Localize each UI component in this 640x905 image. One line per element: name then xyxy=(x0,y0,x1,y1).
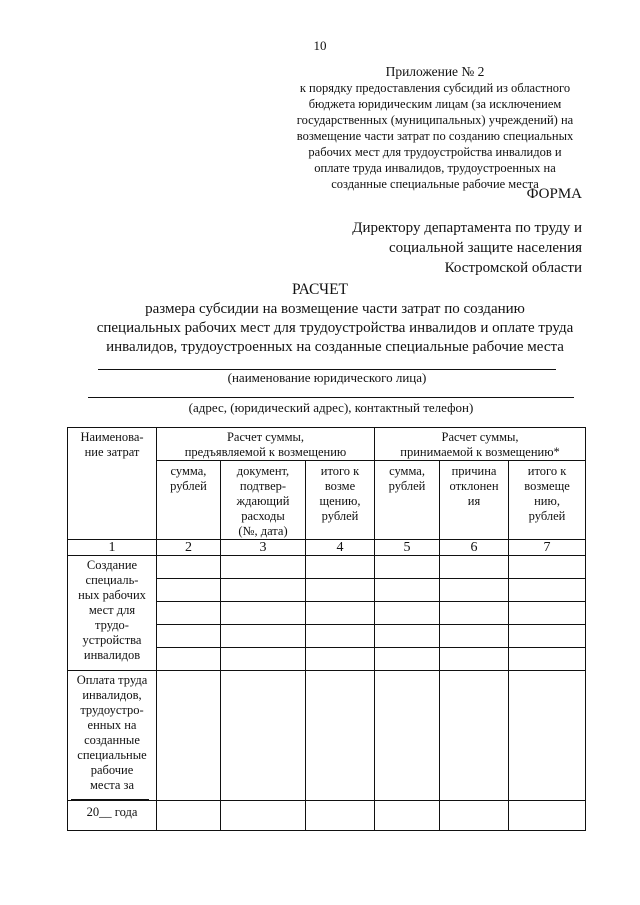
header-claimed-document: документ, подтвер- ждающий расходы (№, дата) xyxy=(221,461,306,540)
column-number: 6 xyxy=(440,540,509,556)
address-fill-line[interactable] xyxy=(88,397,574,398)
table-cell[interactable] xyxy=(221,648,306,671)
table-cell[interactable] xyxy=(509,602,586,625)
header-claimed-group: Расчет суммы, предъявляемой к возмещению xyxy=(157,428,375,461)
column-number: 3 xyxy=(221,540,306,556)
row-label-year: 20__ года xyxy=(68,801,157,831)
table-cell[interactable] xyxy=(306,556,375,579)
column-number: 4 xyxy=(306,540,375,556)
table-cell[interactable] xyxy=(157,801,221,831)
appendix-line: возмещение части затрат по созданию специальных xyxy=(296,129,574,143)
subtitle-line: инвалидов, трудоустроенных на созданные специальные рабочие места xyxy=(106,339,564,355)
table-cell[interactable] xyxy=(375,801,440,831)
table-cell[interactable] xyxy=(306,648,375,671)
header-accepted-reason: причина отклонен ия xyxy=(440,461,509,540)
table-cell[interactable] xyxy=(306,579,375,602)
table-cell[interactable] xyxy=(375,671,440,801)
table-cell[interactable] xyxy=(375,625,440,648)
table-cell[interactable] xyxy=(509,671,586,801)
table-cell[interactable] xyxy=(221,602,306,625)
table-cell[interactable] xyxy=(221,625,306,648)
subtitle-line: специальных рабочих мест для трудоустройства инвалидов и оплате труда xyxy=(96,320,574,336)
document-title: РАСЧЕТ xyxy=(291,281,349,298)
table-cell[interactable] xyxy=(221,579,306,602)
header-accepted-total: итого к возмеще нию, рублей xyxy=(509,461,586,540)
addressee-line: Костромской области xyxy=(444,260,582,276)
table-cell[interactable] xyxy=(509,556,586,579)
addressee-line: Директору департамента по труду и xyxy=(352,220,582,236)
appendix-line: оплате труда инвалидов, трудоустроенных на xyxy=(314,161,556,175)
appendix-line: к порядку предоставления субсидий из областного xyxy=(299,81,571,95)
table-cell[interactable] xyxy=(440,579,509,602)
table-cell[interactable] xyxy=(440,801,509,831)
appendix-title: Приложение № 2 xyxy=(385,64,485,79)
table-cell[interactable] xyxy=(440,671,509,801)
calculation-table xyxy=(67,427,586,831)
header-accepted-sum: сумма, рублей xyxy=(375,461,440,540)
table-cell[interactable] xyxy=(306,625,375,648)
table-cell[interactable] xyxy=(375,556,440,579)
appendix-line: государственных (муниципальных) учреждений) на xyxy=(296,113,574,127)
table-cell[interactable] xyxy=(440,556,509,579)
address-caption: (адрес, (юридический адрес), контактный телефон) xyxy=(188,400,474,415)
table-cell[interactable] xyxy=(306,671,375,801)
wage-payment-text: Оплата труда инвалидов, трудоустро- енных на созданные специальные рабочие места за xyxy=(76,673,148,792)
table-cell[interactable] xyxy=(509,648,586,671)
table-cell[interactable] xyxy=(509,801,586,831)
appendix-line: бюджета юридическим лицам (за исключением xyxy=(308,97,562,111)
table-cell[interactable] xyxy=(440,602,509,625)
table-cell[interactable] xyxy=(375,579,440,602)
column-number: 1 xyxy=(68,540,157,556)
column-number: 5 xyxy=(375,540,440,556)
table-cell[interactable] xyxy=(157,648,221,671)
table-cell[interactable] xyxy=(509,625,586,648)
table-cell[interactable] xyxy=(157,625,221,648)
header-claimed-sum: сумма, рублей xyxy=(157,461,221,540)
addressee-line: социальной защите населения xyxy=(388,240,582,256)
document-subtitle xyxy=(70,300,600,357)
table-cell[interactable] xyxy=(509,579,586,602)
appendix-line: рабочих мест для трудоустройства инвалидов и xyxy=(308,145,562,159)
table-cell[interactable] xyxy=(157,556,221,579)
table-cell[interactable] xyxy=(157,671,221,801)
table-cell[interactable] xyxy=(157,579,221,602)
appendix-header xyxy=(270,64,600,192)
table-cell[interactable] xyxy=(157,602,221,625)
header-cost-name: Наименова- ние затрат xyxy=(68,428,157,540)
header-claimed-total: итого к возме щению, рублей xyxy=(306,461,375,540)
page-number: 10 xyxy=(313,38,327,53)
form-label: ФОРМА xyxy=(526,186,582,202)
table-cell[interactable] xyxy=(440,625,509,648)
header-accepted-group: Расчет суммы, принимаемой к возмещению* xyxy=(375,428,586,461)
table-cell[interactable] xyxy=(375,648,440,671)
table-cell[interactable] xyxy=(306,602,375,625)
table-cell[interactable] xyxy=(221,556,306,579)
subtitle-line: размера субсидии на возмещение части затрат по созданию xyxy=(145,301,525,317)
row-label-wage-payment xyxy=(68,671,157,801)
column-number: 7 xyxy=(509,540,586,556)
table-cell[interactable] xyxy=(221,671,306,801)
column-number: 2 xyxy=(157,540,221,556)
legal-entity-caption: (наименование юридического лица) xyxy=(227,370,427,385)
table-cell[interactable] xyxy=(221,801,306,831)
table-cell[interactable] xyxy=(375,602,440,625)
table-cell[interactable] xyxy=(306,801,375,831)
row-label-workplace-creation: Создание специаль- ных рабочих мест для трудо- устройства инвалидов xyxy=(68,556,157,671)
appendix-line: созданные специальные рабочие места xyxy=(331,177,539,191)
addressee-block xyxy=(262,218,582,278)
table-cell[interactable] xyxy=(440,648,509,671)
